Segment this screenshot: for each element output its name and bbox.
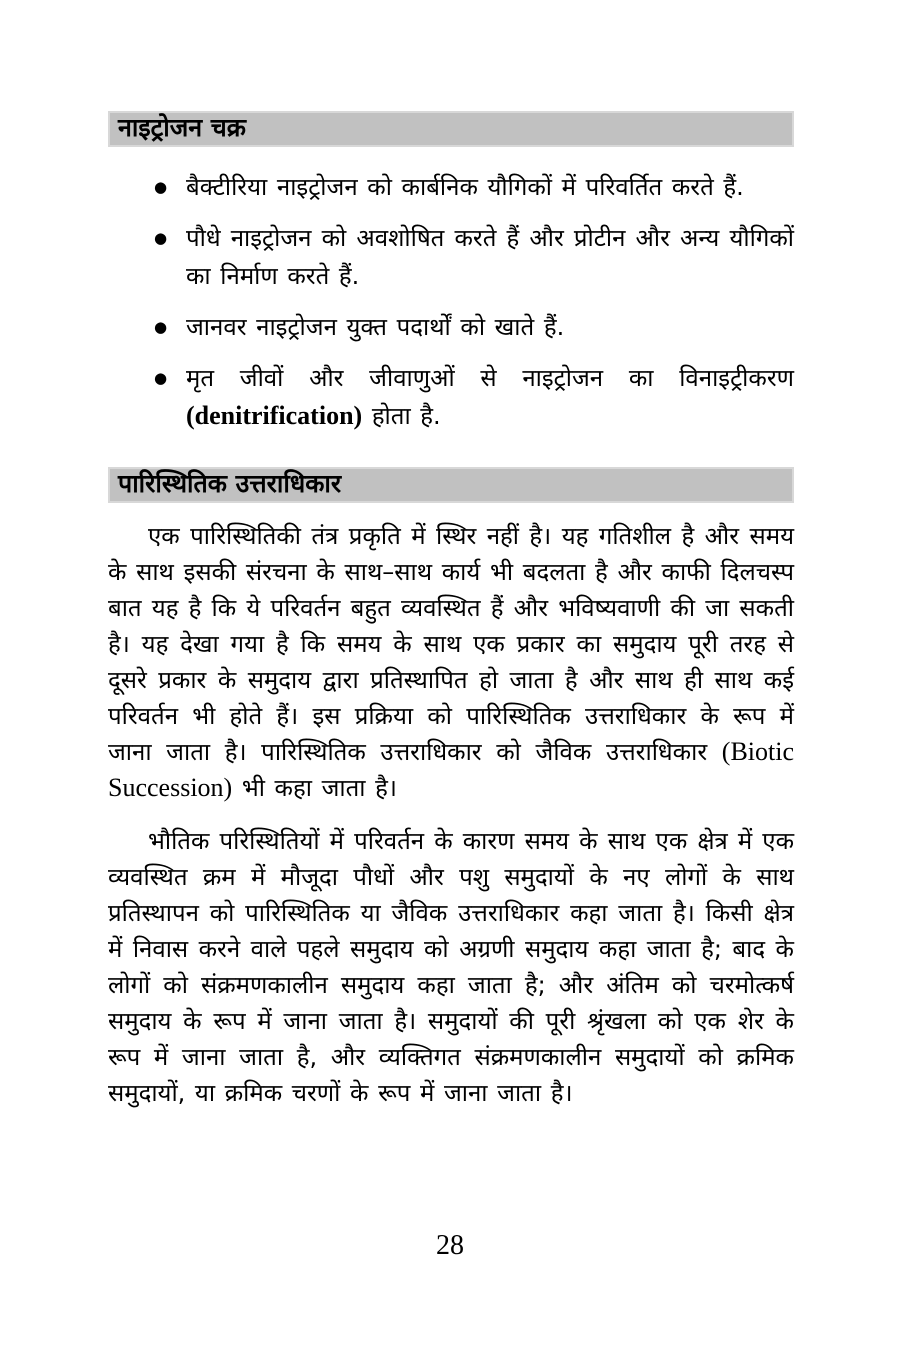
bullet-icon: ● [154,318,168,336]
paragraph-succession-detail: भौतिक परिस्थितियों में परिवर्तन के कारण समय के साथ एक क्षेत्र में एक व्यवस्थित क्रम में मौजूदा पौधों और पशु समुदायों के नए लोगों के साथ प्रतिस्थापन को पारिस्थितिक या जैविक उत्तराधिकार कहा जाता है। किसी क्षेत्र में निवास करने वाले पहले समुदाय को अग्रणी समुदाय कहा जाता है; बाद के लोगों को संक्रमणकालीन समुदाय कहा जाता है; और अंतिम को चरमोत्कर्ष समुदाय के रूप में जाना जाता है। समुदायों की पूरी श्रृंखला को एक शेर के रूप में जाना जाता है, और व्यक्तिगत संक्रमणकालीन समुदायों को क्रमिक समुदायों, या क्रमिक चरणों के रूप में जाना जाता है। [108,827,794,1107]
heading-ecological-succession [108,467,794,503]
bullet-text-english-term: (denitrification) [186,401,363,430]
list-item [108,308,794,346]
bullet-text [186,364,794,430]
heading-nitrogen-cycle [108,111,794,147]
page-number: 28 [436,1230,464,1261]
bullet-text: जानवर नाइट्रोजन युक्त पदार्थों को खाते हैं. [186,313,565,341]
bullet-text-hindi-before: मृत जीवों और जीवाणुओं से नाइट्रोजन का विनाइट्रीकरण [186,364,794,392]
list-item [108,219,794,295]
bullet-text: पौधे नाइट्रोजन को अवशोषित करते हैं और प्रोटीन और अन्य यौगिकों का निर्माण करते हैं. [186,224,794,290]
list-item [108,168,794,206]
bullet-text-hindi-after: होता है. [362,402,441,430]
paragraph-english-term: (Biotic Succession) [108,737,794,802]
page-content [108,111,794,1111]
paragraph-succession-intro [108,518,794,806]
heading-ecological-succession-text: पारिस्थितिक उत्तराधिकार [118,469,342,498]
heading-nitrogen-cycle-text: नाइट्रोजन चक्र [118,113,246,142]
paragraph-hindi-after: भी कहा जाता है। [232,774,397,802]
bullet-text: बैक्टीरिया नाइट्रोजन को कार्बनिक यौगिकों में परिवर्तित करते हैं. [186,173,744,201]
bullet-icon: ● [154,229,168,247]
paragraph-hindi-before: एक पारिस्थितिकी तंत्र प्रकृति में स्थिर नहीं है। यह गतिशील है और समय के साथ इसकी संरचना के साथ–साथ कार्य भी बदलता है और काफी दिलचस्प बात यह है कि ये परिवर्तन बहुत व्यवस्थित हैं और भविष्यवाणी की जा सकती है। यह देखा गया है कि समय के साथ एक प्रकार का समुदाय पूरी तरह से दूसरे प्रकार के समुदाय द्वारा प्रतिस्थापित हो जाता है और साथ ही साथ कई परिवर्तन भी होते हैं। इस प्रक्रिया को पारिस्थितिक उत्तराधिकार के रूप में जाना जाता है। पारिस्थितिक उत्तराधिकार को जैविक उत्तराधिकार [108,522,794,766]
bullet-icon: ● [154,369,168,387]
bullet-icon: ● [154,178,168,196]
nitrogen-bullet-list [108,168,794,435]
list-item [108,359,794,435]
